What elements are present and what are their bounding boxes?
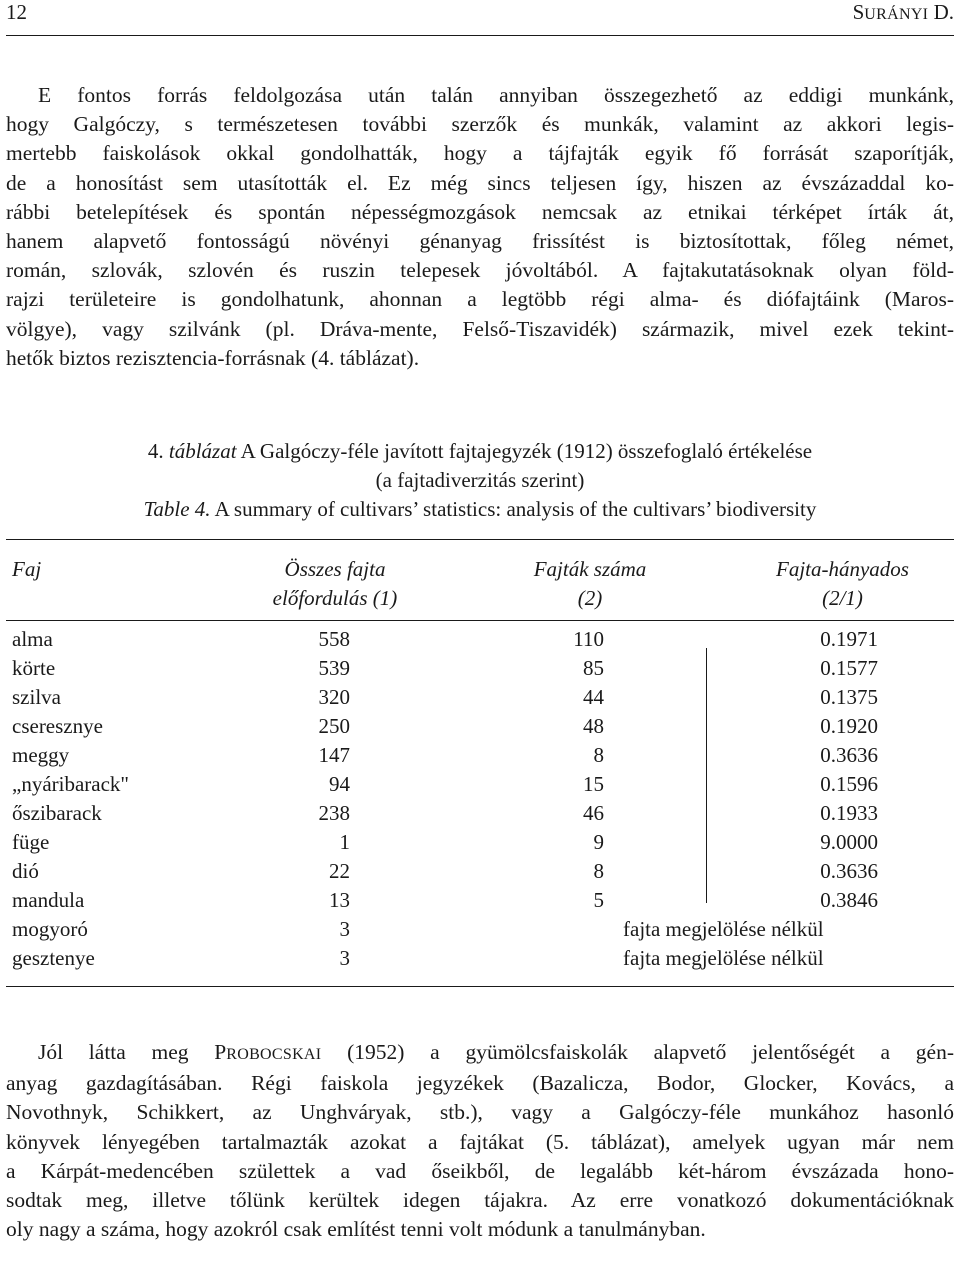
table-row: füge 1 9 9.0000 bbox=[12, 830, 878, 854]
table-row: mandula 13 5 0.3846 bbox=[12, 888, 878, 912]
table-header-rule bbox=[6, 620, 954, 621]
paragraph-line: a Kárpát-medencében születtek a vad őseikből, de legalább két-három évszázada hono- bbox=[6, 1158, 954, 1183]
header-szama: Fajták száma (2) bbox=[533, 557, 647, 610]
caption-hu: 4. táblázat A Galgóczy-féle javított fajtajegyzék (1912) összefoglaló értékelése bbox=[147, 439, 813, 463]
paragraph-line: könyvek lényegében tartalmazták azokat a fajtákat (5. táblázat), amelyek ugyan már nem bbox=[6, 1129, 954, 1154]
table-row: mogyoró 3 fajta megjelölése nélkül bbox=[12, 917, 824, 941]
paragraph-line: de a honosítást sem utasították el. Ez még sincs teljesen így, hiszen az évszázaddal ko- bbox=[6, 170, 954, 195]
caption-hu-subtitle: (a fajtadiverzitás szerint) bbox=[375, 468, 585, 492]
table-row: gesztenye 3 fajta megjelölése nélkül bbox=[12, 946, 824, 970]
paragraph-line: oly nagy a száma, hogy azokról csak említést tenni volt módunk a tanulmányban. bbox=[6, 1217, 706, 1242]
header-osszes: Összes fajta előfordulás (1) bbox=[272, 557, 398, 610]
header-hanyados: Fajta-hányados (2/1) bbox=[776, 557, 909, 610]
paragraph-line: hogy Galgóczy, s természetesen további szerzők és munkák, valamint az akkori legis- bbox=[6, 112, 954, 137]
table-row: szilva 320 44 0.1375 bbox=[12, 685, 878, 709]
table-row: dió 22 8 0.3636 bbox=[12, 859, 878, 883]
paragraph-line: Novothnyk, Schikkert, az Unghváryak, stb.), vagy a Galgóczy-féle munkához hasonló bbox=[6, 1100, 954, 1125]
table-row: körte 539 85 0.1577 bbox=[12, 656, 878, 680]
paragraph-line: völgye), vagy szilvánk (pl. Dráva-mente, Felső-Tiszavidék) származik, mivel ezek tekint- bbox=[6, 316, 954, 341]
paragraph-line: E fontos forrás feldolgozása után talán annyiban összegezhető az eddigi munkánk, bbox=[38, 83, 954, 107]
table-row: meggy 147 8 0.3636 bbox=[12, 743, 878, 767]
table-column-divider bbox=[706, 648, 707, 903]
paragraph-line: anyag gazdagításában. Régi faiskola jegyzékek (Bazalicza, Bodor, Glocker, Kovács, a bbox=[6, 1071, 954, 1096]
table-bottom-rule bbox=[6, 986, 954, 987]
table-row: alma 558 110 0.1971 bbox=[12, 627, 878, 651]
paragraph-2 bbox=[6, 1038, 954, 1244]
paragraph-line: rábbi betelepítések és spontán népességmozgások nemcsak az etnikai térképet írták át, bbox=[6, 199, 954, 224]
table-row: „nyáribarack" 94 15 0.1596 bbox=[12, 772, 878, 796]
table-row: őszibarack 238 46 0.1933 bbox=[12, 801, 878, 825]
table-row: cseresznye 250 48 0.1920 bbox=[12, 714, 878, 738]
running-header bbox=[6, 0, 954, 36]
table-caption bbox=[0, 437, 960, 524]
running-author: SURÁNYI D. bbox=[852, 0, 954, 24]
caption-en: Table 4. A summary of cultivars’ statistics: analysis of the cultivars’ biodiversity bbox=[143, 497, 817, 521]
paragraph-line: rajzi területeire is gondolhatunk, ahonnan a legtöbb régi alma- és diófajtáink (Maros- bbox=[6, 287, 954, 312]
page-number: 12 bbox=[6, 0, 27, 24]
paragraph-line: sodtak meg, illetve tőlünk kerültek idegen tájakra. Az erre vonatkozó dokumentációknak bbox=[6, 1188, 954, 1213]
paragraph-1 bbox=[6, 81, 954, 373]
header-rule bbox=[6, 35, 954, 36]
table-top-rule bbox=[6, 539, 954, 540]
paragraph-line: Jól látta meg PROBOCSKAI (1952) a gyümölcsfaiskolák alapvető jelentőségét a gén- bbox=[38, 1040, 954, 1064]
paragraph-line: mertebb faiskolások okkal gondolhatták, hogy a tájfajták egyik fő forrását szaporítják, bbox=[6, 141, 954, 166]
paragraph-line: hanem alapvető fontosságú növényi génanyag frissítést is biztosítottak, főleg német, bbox=[6, 229, 954, 254]
header-faj: Faj bbox=[12, 557, 42, 581]
paragraph-line: hetők biztos rezisztencia-forrásnak (4. táblázat). bbox=[6, 345, 420, 370]
paragraph-line: román, szlovák, szlovén és ruszin telepesek jóvoltából. A fajtakutatásoknak olyan föld- bbox=[6, 258, 954, 283]
